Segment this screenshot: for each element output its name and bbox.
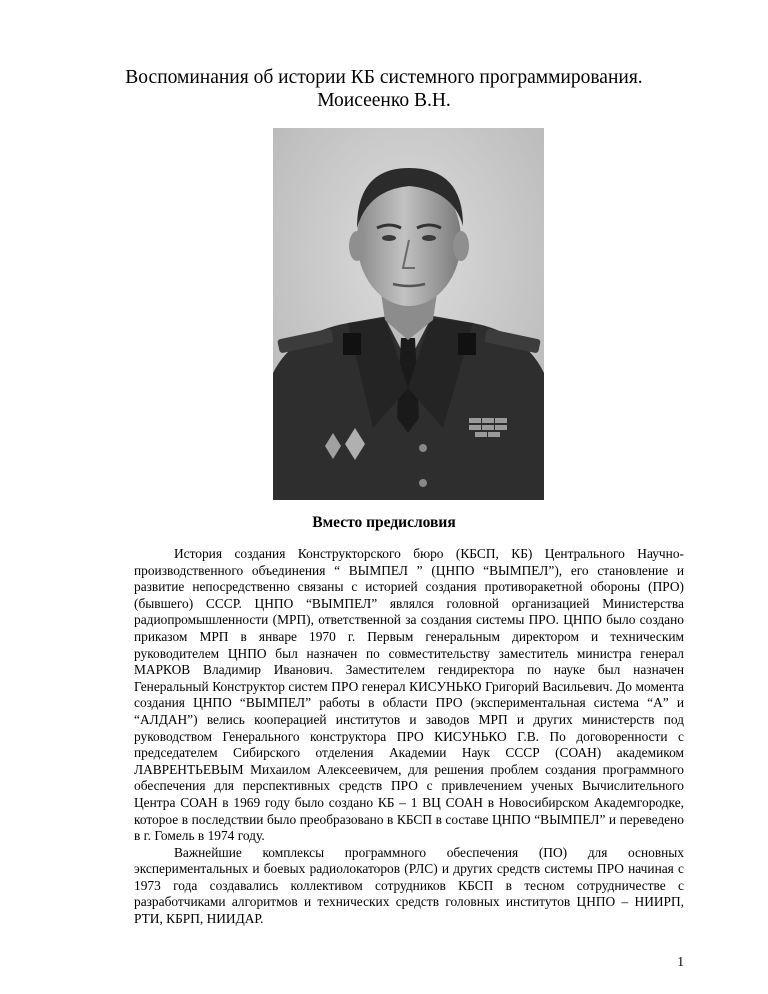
- paragraph: История создания Конструкторского бюро (КБСП, КБ) Центрального Научно-производственного объединения “ ВЫМПЕЛ ” (ЦНПО “ВЫМПЕЛ”), его становление и развитие непосредственно связаны с историей создания противоракетной обороны (ПРО) (бывшего) СССР. ЦНПО “ВЫМПЕЛ” являлся головной организацией Министерства радиопромышленности (МРП), ответственной за создания системы ПРО. ЦНПО было создано приказом МРП в январе 1970 г. Первым генеральным директором и техническим руководителем ЦНПО был назначен по совместительству заместитель министра генерал МАРКОВ Владимир Иванович. Заместителем гендиректора по науке был назначен Генеральный Конструктор систем ПРО генерал КИСУНЬКО Григорий Васильевич. До момента создания ЦНПО “ВЫМПЕЛ” работы в области ПРО (экспериментальная система “А” и “АЛДАН”) велись кооперацией институтов и заводов МРП и других министерств под руководством Генерального конструктора ПРО КИСУНЬКО Г.В. По договоренности с председателем Сибирского отделения Академии Наук СССР (СОАН) академиком ЛАВРЕНТЬЕВЫМ Михаилом Алексеевичем, для решения проблем создания программного обеспечения для перспективных средств ПРО с привлечением ученых Вычислительного Центра СОАН в 1969 году было создано КБ – 1 ВЦ СОАН в Новосибирском Академгородке, которое в последствии было преобразовано в КБСП в составе ЦНПО “ВЫМПЕЛ” и переведено в г. Гомель в 1974 году.: [134, 546, 684, 844]
- title-line-1: Воспоминания об истории КБ системного программирования.: [125, 67, 643, 88]
- paragraph: Важнейшие комплексы программного обеспечения (ПО) для основных экспериментальных и боевых радиолокаторов (РЛС) и других средств системы ПРО начиная с 1973 года создавались коллективом сотрудников КБСП в тесном сотрудничестве с разработчиками алгоритмов и технических средств головных институтов ЦНПО – НИИРП, РТИ, КБРП, НИИДАР.: [134, 844, 684, 927]
- title-line-2: Моисеенко В.Н.: [317, 90, 451, 111]
- section-heading: Вместо предисловия: [312, 514, 456, 531]
- page-number: 1: [677, 954, 684, 969]
- portrait-photo: [273, 128, 544, 500]
- document-body: [134, 546, 684, 928]
- document-title: [0, 66, 768, 112]
